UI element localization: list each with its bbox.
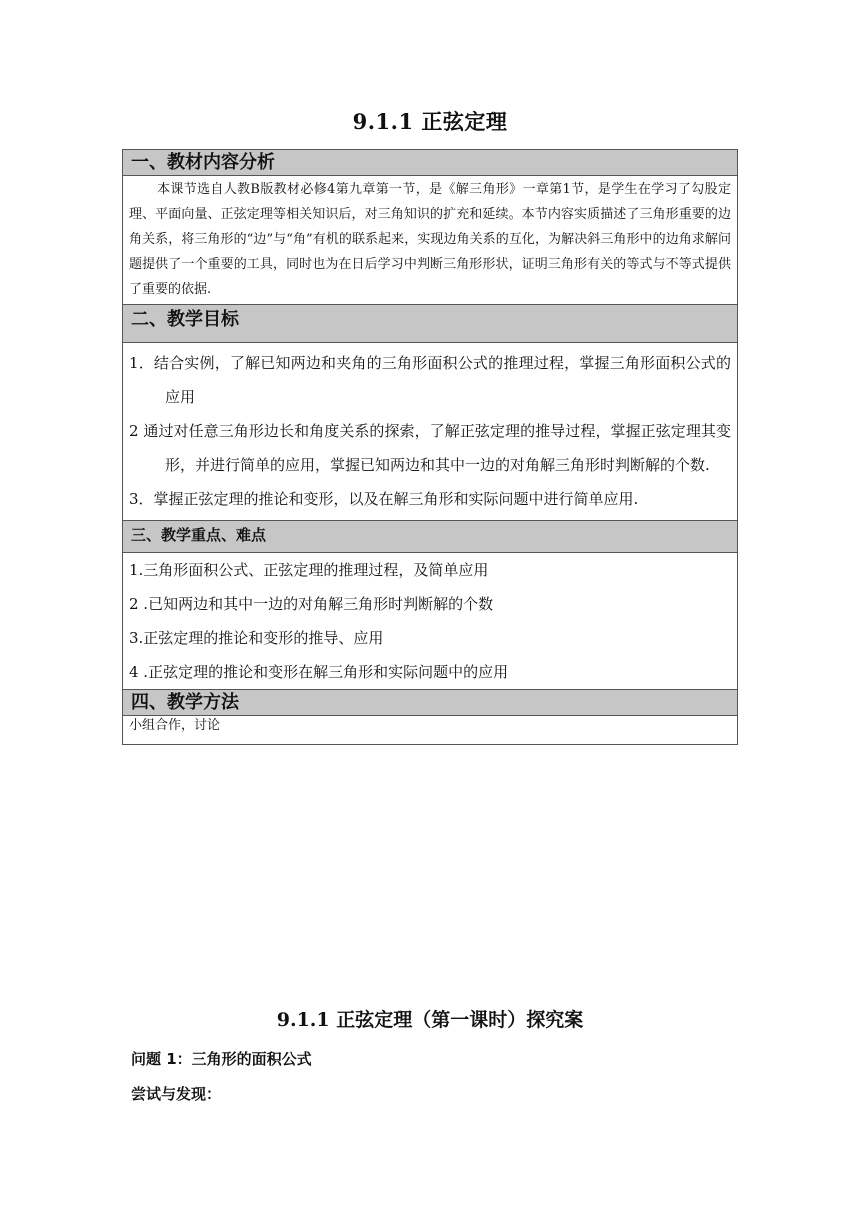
key-point-4: 4 .正弦定理的推论和变形在解三角形和实际问题中的应用 (129, 663, 509, 681)
goal-item-2: 2 通过对任意三角形边长和角度关系的探索，了解正弦定理的推导过程，掌握正弦定理其变形，并进行简单的应用，掌握已知两边和其中一边的对角解三角形时判断解的个数. (129, 422, 731, 474)
section-body-teaching-goals (123, 343, 737, 521)
section-body-content-analysis (123, 176, 737, 305)
section-heading-teaching-goals: 二、教学目标 (123, 305, 737, 343)
content-analysis-paragraph: 本课节选自人教B版教材必修4第九章第一节，是《解三角形》一章第1节，是学生在学习了勾股定理、平面向量、正弦定理等相关知识后，对三角知识的扩充和延续。本节内容实质描述了三角形重要的边角关系，将三角形的“边”与“角”有机的联系起来，实现边角关系的互化，为解决斜三角形中的边角求解问题提供了一个重要的工具，同时也为在日后学习中判断三角形形状，证明三角形有关的等式与不等式提供了重要的依据. (129, 182, 731, 297)
goal-item-3: 3．掌握正弦定理的推论和变形，以及在解三角形和实际问题中进行简单应用. (129, 490, 639, 508)
try-and-discover-label: 尝试与发现： (131, 1085, 222, 1103)
key-point-2: 2 .已知两边和其中一边的对角解三角形时判断解的个数 (129, 595, 494, 613)
section-body-teaching-method (123, 716, 737, 744)
lesson-plan-table (122, 149, 738, 745)
goal-item-1: 1．结合实例，了解已知两边和夹角的三角形面积公式的推理过程，掌握三角形面积公式的应用 (129, 354, 731, 406)
key-point-1: 1.三角形面积公式、正弦定理的推理过程，及简单应用 (129, 561, 489, 579)
teaching-method-text: 小组合作，讨论 (129, 718, 221, 733)
section-heading-content-analysis: 一、教材内容分析 (123, 150, 737, 176)
section-body-key-points (123, 553, 737, 690)
question-1-heading: 问题 1：三角形的面积公式 (131, 1050, 312, 1068)
section-heading-teaching-method: 四、教学方法 (123, 690, 737, 716)
key-point-3: 3.正弦定理的推论和变形的推导、应用 (129, 629, 384, 647)
section-heading-key-points: 三、教学重点、难点 (123, 521, 737, 553)
document-title: 9.1.1 正弦定理 (352, 109, 508, 134)
inquiry-title: 9.1.1 正弦定理（第一课时）探究案 (276, 1009, 584, 1031)
